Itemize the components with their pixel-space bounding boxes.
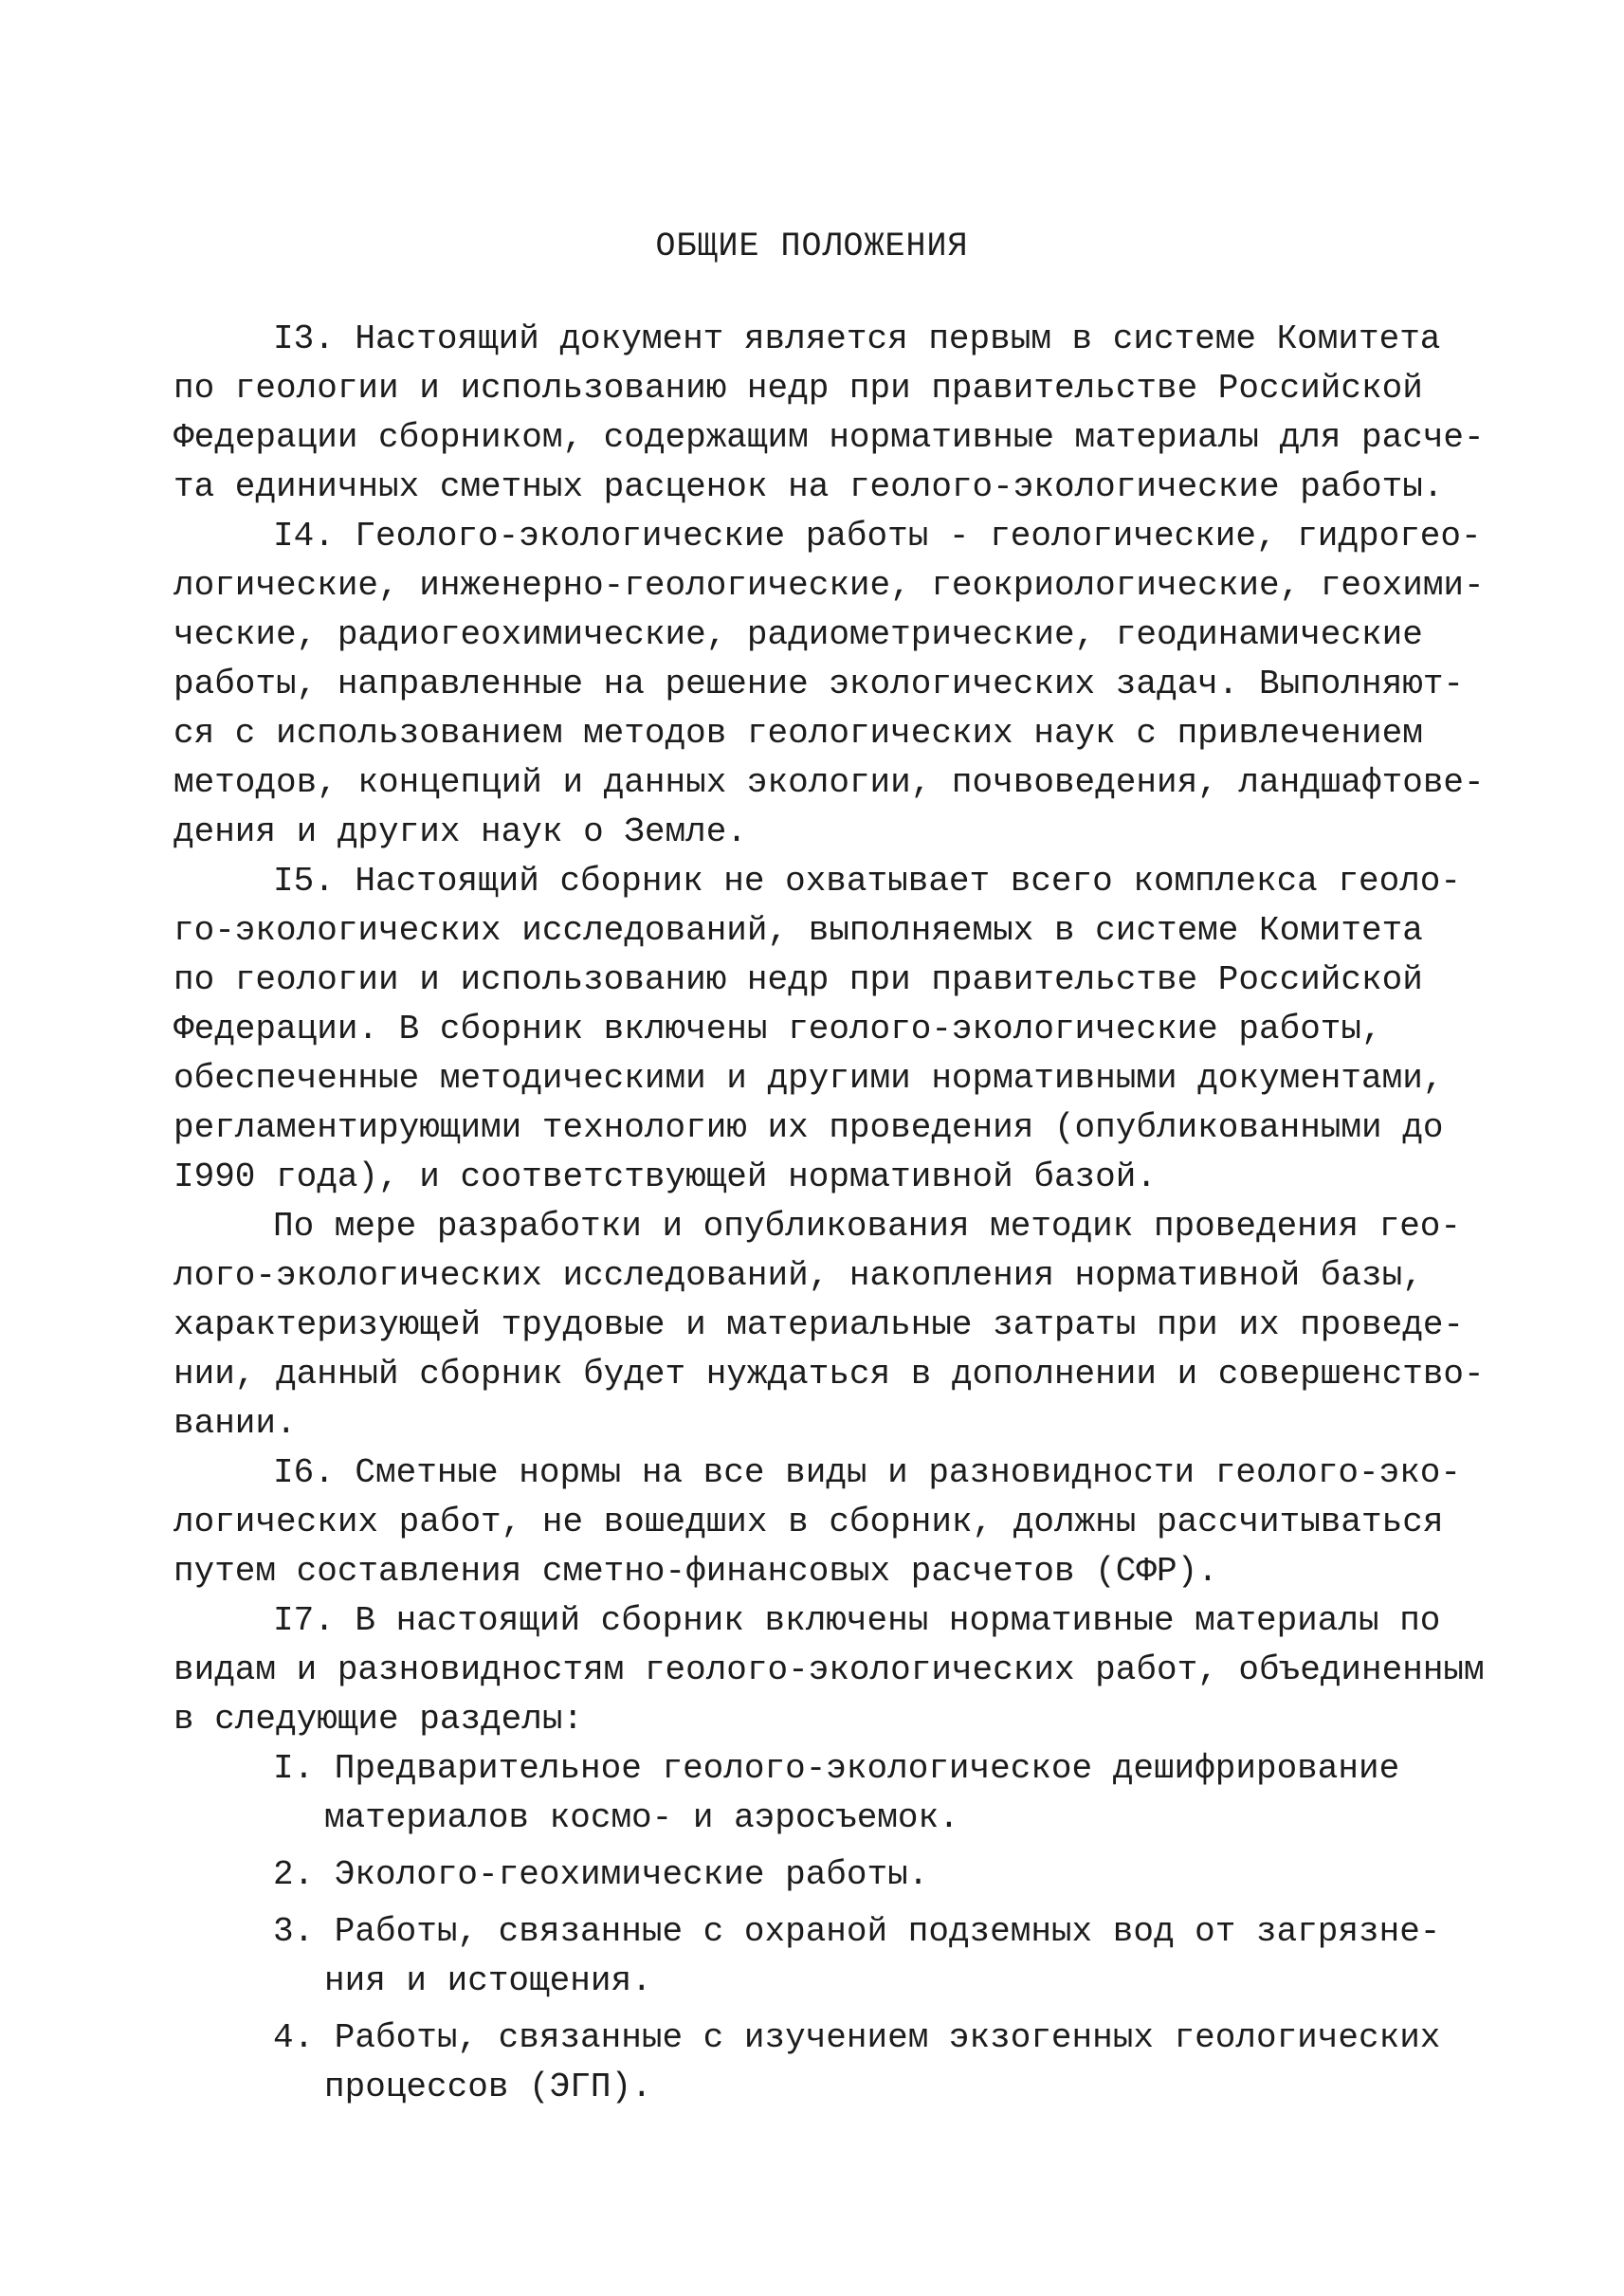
paragraph-13-line: Федерации сборником, содержащим нормативные материалы для расче- xyxy=(173,418,1485,457)
paragraph-15-line: регламентирующими технологию их проведения (опубликованными до xyxy=(173,1108,1444,1147)
paragraph-16-line: I6. Сметные нормы на все виды и разновидности геолого-эко- xyxy=(273,1453,1462,1492)
paragraph-16-line: логических работ, не вошедших в сборник, должны рассчитываться xyxy=(173,1503,1444,1541)
paragraph-14-line: ся с использованием методов геологических наук с привлечением xyxy=(173,714,1423,753)
section-list-item: 3. Работы, связанные с охраной подземных вод от загрязне- xyxy=(273,1912,1441,1951)
paragraph-13-line: I3. Настоящий документ является первым в системе Комитета xyxy=(273,319,1441,358)
paragraph-14-line: I4. Геолого-экологические работы - геологические, гидрогео- xyxy=(273,517,1482,556)
paragraph-development-line: По мере разработки и опубликования методик проведения гео- xyxy=(273,1207,1462,1246)
paragraph-development-line: вании. xyxy=(173,1404,297,1443)
paragraph-15-line: Федерации. В сборник включены геолого-экологические работы, xyxy=(173,1010,1382,1048)
section-heading: ОБЩИЕ ПОЛОЖЕНИЯ xyxy=(655,228,969,265)
section-list-item: I. Предварительное геолого-экологическое дешифрирование xyxy=(273,1749,1400,1788)
section-list-item: 2. Эколого-геохимические работы. xyxy=(273,1855,929,1894)
paragraph-development-line: лого-экологических исследований, накопления нормативной базы, xyxy=(173,1256,1423,1295)
paragraph-14-line: методов, концепций и данных экологии, почвоведения, ландшафтове- xyxy=(173,763,1485,802)
paragraph-15-line: I990 года), и соответствующей нормативной базой. xyxy=(173,1157,1157,1196)
paragraph-15-line: обеспеченные методическими и другими нормативными документами, xyxy=(173,1059,1444,1098)
paragraph-13-line: та единичных сметных расценок на геолого-экологические работы. xyxy=(173,467,1444,506)
paragraph-17-line: видам и разновидностям геолого-экологических работ, объединенным xyxy=(173,1650,1485,1689)
paragraph-15-line: по геологии и использованию недр при правительстве Российской xyxy=(173,960,1423,999)
paragraph-17-line: I7. В настоящий сборник включены нормативные материалы по xyxy=(273,1601,1441,1640)
section-list-item: 4. Работы, связанные с изучением экзогенных геологических xyxy=(273,2018,1441,2057)
paragraph-development-line: нии, данный сборник будет нуждаться в дополнении и совершенство- xyxy=(173,1355,1485,1394)
section-list-item: ния и истощения. xyxy=(324,1961,652,2000)
paragraph-13-line: по геологии и использованию недр при правительстве Российской xyxy=(173,369,1423,408)
paragraph-development-line: характеризующей трудовые и материальные затраты при их проведе- xyxy=(173,1305,1465,1344)
paragraph-15-line: го-экологических исследований, выполняемых в системе Комитета xyxy=(173,911,1423,950)
paragraph-14-line: дения и других наук о Земле. xyxy=(173,812,747,851)
section-list-item: процессов (ЭГП). xyxy=(324,2068,652,2106)
paragraph-14-line: ческие, радиогеохимические, радиометрические, геодинамические xyxy=(173,615,1423,654)
paragraph-14-line: логические, инженерно-геологические, геокриологические, геохими- xyxy=(173,566,1485,605)
section-list-item: материалов космо- и аэросъемок. xyxy=(324,1798,959,1837)
paragraph-17-line: в следующие разделы: xyxy=(173,1700,584,1739)
paragraph-14-line: работы, направленные на решение экологических задач. Выполняют- xyxy=(173,665,1465,703)
paragraph-16-line: путем составления сметно-финансовых расчетов (СФР). xyxy=(173,1552,1218,1591)
paragraph-15-line: I5. Настоящий сборник не охватывает всего комплекса геоло- xyxy=(273,862,1462,901)
